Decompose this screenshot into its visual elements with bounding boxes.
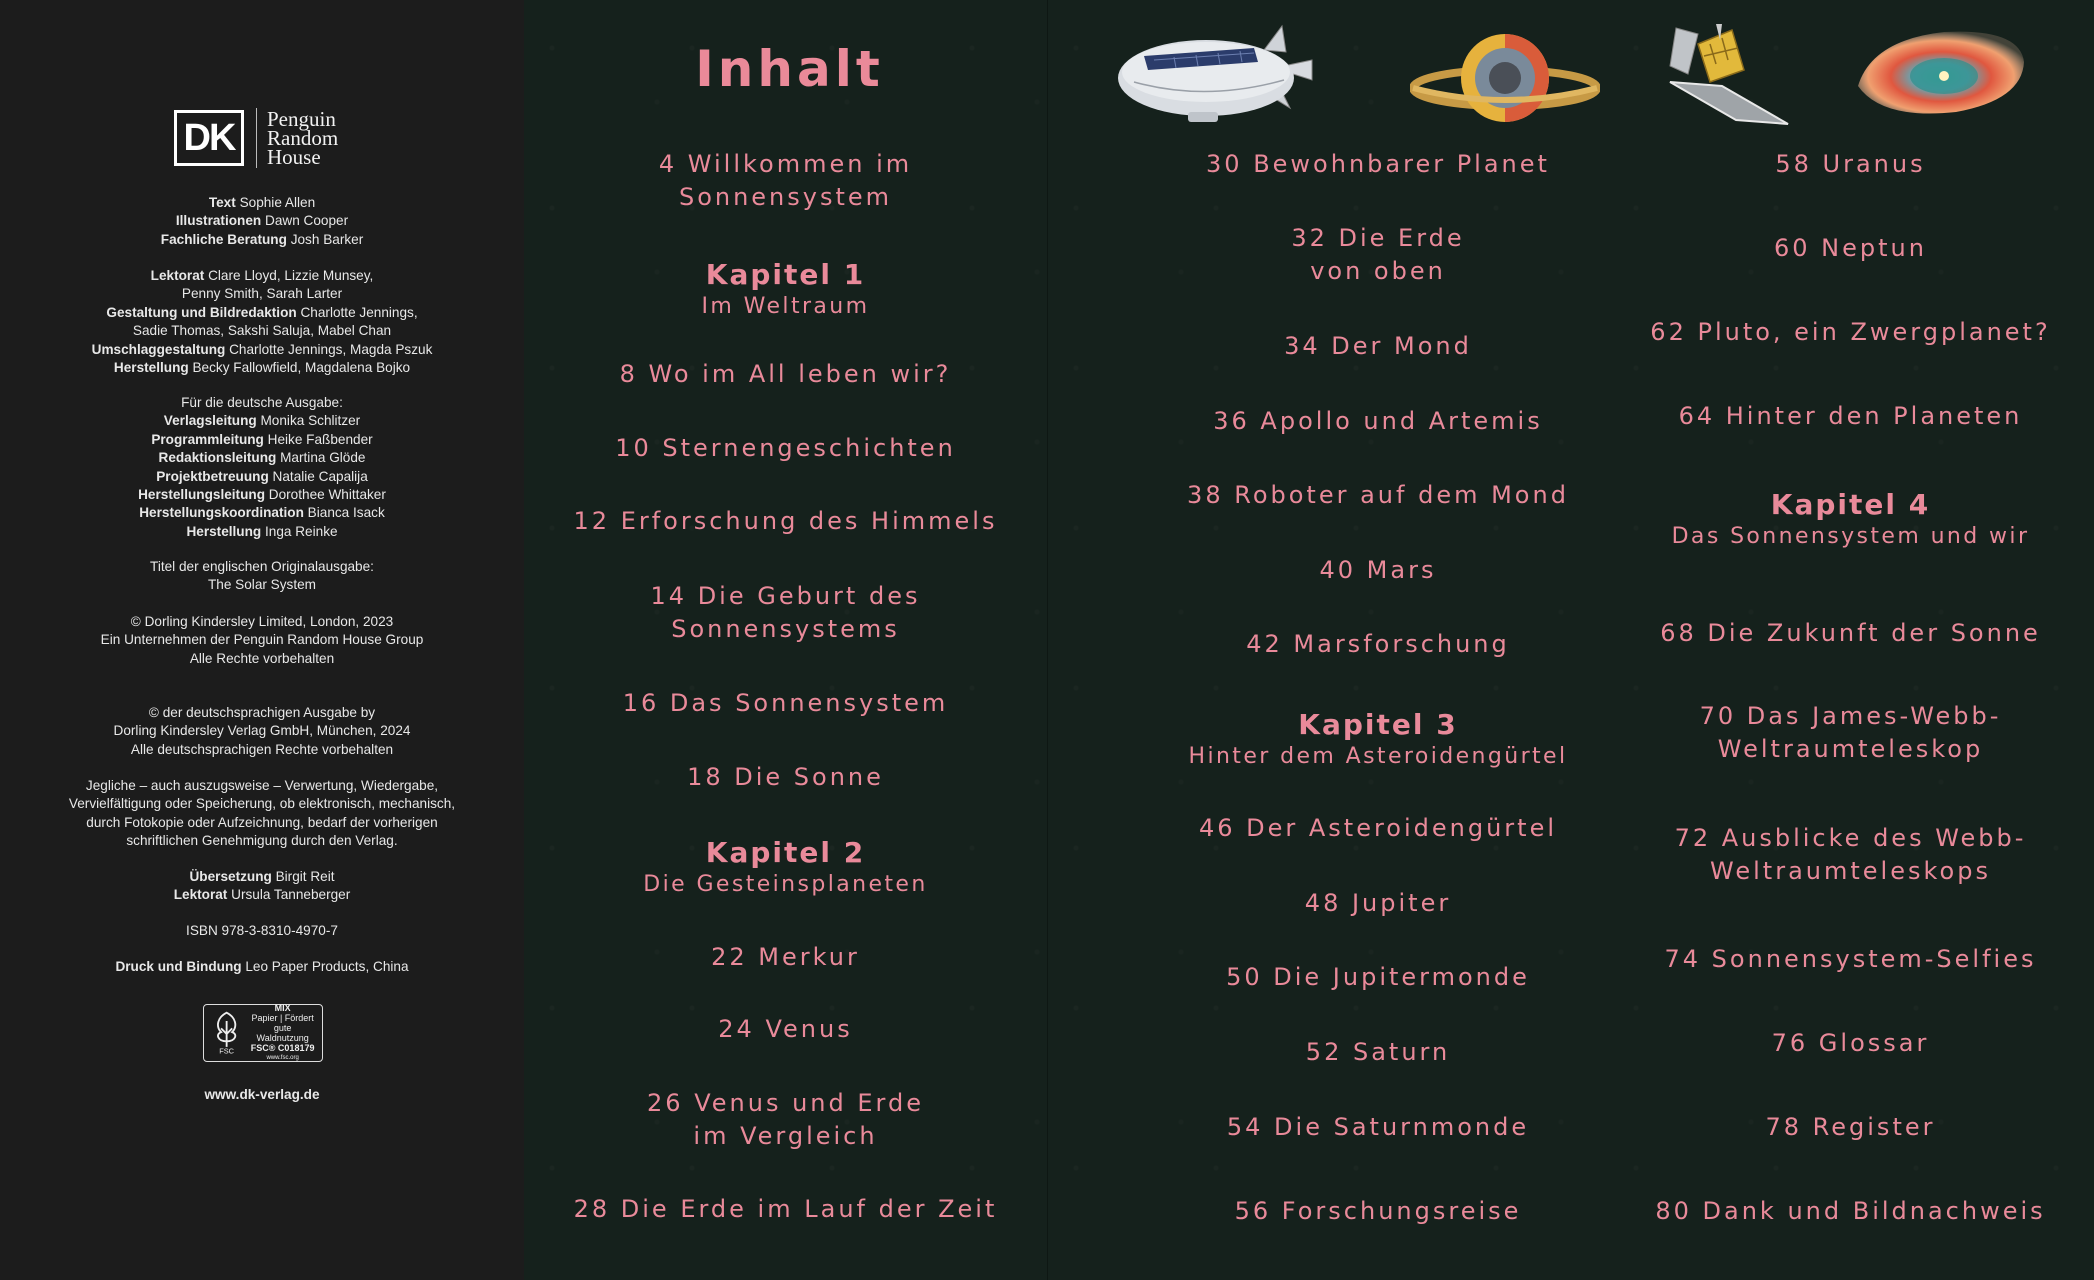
chapter-title: Kapitel 1: [705, 258, 866, 291]
toc-entry-line: 76 Glossar: [1771, 1029, 1930, 1057]
contents-page-left: [524, 0, 1047, 1280]
toc-entry[interactable]: [524, 761, 1047, 794]
imprint-line: [0, 886, 524, 904]
imprint-line: [0, 212, 524, 230]
editorial-block: [0, 267, 524, 377]
imprint-names: Birgit Reit: [275, 869, 335, 884]
toc-entry-line: Sonnensystems: [671, 615, 900, 643]
toc-entry[interactable]: [524, 941, 1047, 974]
toc-entry-line: 32 Die Erde: [1291, 224, 1465, 252]
toc-entry-line: 30 Bewohnbarer Planet: [1206, 150, 1550, 178]
toc-entry-line: 28 Die Erde im Lauf der Zeit: [573, 1195, 998, 1223]
contents-heading: Inhalt: [695, 40, 884, 98]
chapter-title: Kapitel 3: [1298, 708, 1458, 741]
imprint-names: Dorothee Whittaker: [268, 487, 386, 503]
imprint-names: Heike Faßbender: [267, 431, 373, 447]
credits-block: [0, 194, 524, 249]
fsc-tree-icon: [210, 1008, 243, 1058]
toc-entry-line: 4 Willkommen im: [658, 150, 913, 178]
toc-entry[interactable]: [1048, 222, 1708, 288]
imprint-line: [0, 341, 524, 359]
toc-entry[interactable]: [1048, 405, 1708, 438]
imprint-line: [0, 486, 524, 504]
toc-entry-line: 16 Das Sonnensystem: [622, 689, 949, 717]
toc-entry-line: 56 Forschungsreise: [1234, 1197, 1522, 1225]
imprint-role: Übersetzung: [189, 869, 272, 884]
imprint-line: Dorling Kindersley Verlag GmbH, München, 2024: [113, 723, 411, 739]
toc-entry-line: 40 Mars: [1319, 556, 1437, 584]
german-edition-heading: Für die deutsche Ausgabe:: [181, 395, 343, 410]
chapter-heading[interactable]: [524, 836, 1047, 900]
toc-entry[interactable]: [1048, 148, 1708, 181]
toc-entry-line: 72 Ausblicke des Webb-: [1674, 824, 2027, 852]
toc-entry-line: 38 Roboter auf dem Mond: [1187, 481, 1569, 509]
fsc-line1: Papier | Fördert: [251, 1013, 314, 1023]
chapter-heading[interactable]: [524, 258, 1047, 322]
toc-entry-line: 68 Die Zukunft der Sonne: [1660, 619, 2041, 647]
imprint-line: [0, 194, 524, 212]
imprint-names: Monika Schlitzer: [260, 413, 361, 429]
toc-entry[interactable]: [524, 148, 1047, 214]
toc-entry-line: 42 Marsforschung: [1246, 630, 1510, 658]
toc-entry-line: im Vergleich: [693, 1122, 878, 1150]
chapter-subtitle: Die Gesteinsplaneten: [643, 872, 928, 897]
toc-entry[interactable]: [1628, 1027, 2073, 1060]
chapter-subtitle: Im Weltraum: [701, 294, 870, 319]
imprint-page: [0, 0, 524, 1280]
toc-entry-line: 62 Pluto, ein Zwergplanet?: [1650, 318, 2051, 346]
print-credit: [0, 958, 524, 976]
imprint-line: © Dorling Kindersley Limited, London, 2023: [130, 614, 394, 629]
toc-entry-line: 12 Erforschung des Himmels: [573, 507, 998, 535]
toc-entry-line: 36 Apollo und Artemis: [1213, 407, 1543, 435]
imprint-names: Natalie Capalija: [272, 468, 368, 484]
translation-block: [0, 868, 524, 905]
toc-entry[interactable]: [1048, 1195, 1708, 1228]
toc-entry[interactable]: [1048, 330, 1708, 363]
toc-entry[interactable]: [1628, 1111, 2073, 1144]
imprint-names: Sophie Allen: [239, 195, 316, 210]
imprint-line: Alle Rechte vorbehalten: [189, 650, 335, 666]
imprint-names: Charlotte Jennings,: [300, 304, 418, 320]
imprint-line: [0, 431, 524, 449]
imprint-line: durch Fotokopie oder Aufzeichnung, bedarf der vorherigen: [86, 814, 438, 830]
imprint-line: [0, 958, 524, 976]
imprint-names: Becky Fallowfield, Magdalena Bojko: [192, 360, 411, 376]
toc-entry-line: Weltraumteleskop: [1717, 735, 1984, 763]
imprint-line: Alle deutschsprachigen Rechte vorbehalten: [130, 741, 394, 757]
toc-entry[interactable]: [1628, 617, 2073, 650]
saturn-illustration: [1410, 30, 1600, 130]
imprint-role: Gestaltung und Bildredaktion: [106, 304, 297, 320]
nebula-illustration: [1852, 22, 2028, 122]
fsc-code: FSC® C018179: [250, 1043, 315, 1053]
imprint-role: Lektorat: [150, 268, 205, 283]
imprint-role: Herstellungsleitung: [138, 487, 265, 503]
chapter-heading[interactable]: [1628, 488, 2073, 552]
imprint-names: Inga Reinke: [265, 523, 338, 539]
imprint-line: Vervielfältigung oder Speicherung, ob elektronisch, mechanisch,: [68, 796, 456, 812]
chapter-heading[interactable]: [1048, 708, 1708, 772]
imprint-line: The Solar System: [207, 577, 317, 593]
imprint-line: [0, 412, 524, 430]
imprint-line: [0, 449, 524, 467]
imprint-role: Verlagsleitung: [163, 413, 257, 429]
toc-entry-line: von oben: [1310, 257, 1446, 285]
imprint-line: Titel der englischen Originalausgabe:: [150, 559, 374, 574]
imprint-line: Ein Unternehmen der Penguin Random House Group: [100, 632, 424, 648]
imprint-line: [0, 267, 524, 285]
toc-entry-line: Sonnensystem: [678, 183, 893, 211]
toc-entry-line: 64 Hinter den Planeten: [1678, 402, 2023, 430]
toc-entry-line: 18 Die Sonne: [687, 763, 884, 791]
airship-illustration: [1114, 22, 1320, 132]
svg-text:FSC: FSC: [219, 1046, 235, 1056]
contents-page-right: [1047, 0, 2094, 1280]
toc-entry-line: 74 Sonnensystem-Selfies: [1664, 945, 2037, 973]
imprint-role: Text: [208, 195, 236, 210]
toc-entry[interactable]: [524, 1087, 1047, 1153]
toc-entry-line: 80 Dank und Bildnachweis: [1655, 1197, 2046, 1225]
copyright-en-block: [0, 613, 524, 668]
imprint-role: Herstellungskoordination: [139, 505, 304, 521]
toc-entry[interactable]: [1048, 887, 1708, 920]
toc-entry[interactable]: [1628, 822, 2073, 888]
imprint-line: [0, 523, 524, 541]
imprint-line: [0, 231, 524, 249]
imprint-role: Umschlaggestaltung: [91, 341, 226, 357]
toc-entry[interactable]: [1628, 148, 2073, 181]
chapter-title: Kapitel 2: [705, 836, 866, 869]
toc-entry[interactable]: [1048, 479, 1708, 512]
imprint-line: [0, 285, 524, 303]
imprint-role: Illustrationen: [175, 213, 262, 229]
toc-entry-line: 22 Merkur: [711, 943, 860, 971]
toc-entry-line: 10 Sternengeschichten: [615, 434, 956, 462]
toc-entry-line: 46 Der Asteroidengürtel: [1198, 814, 1558, 842]
fsc-site: www.fsc.org: [266, 1055, 299, 1061]
fsc-text: [249, 1003, 316, 1063]
rights-block: [0, 777, 524, 851]
toc-entry[interactable]: [524, 1193, 1047, 1226]
logo-divider: [256, 108, 257, 168]
isbn: ISBN 978-3-8310-4970-7: [186, 923, 338, 938]
toc-entry[interactable]: [1628, 232, 2073, 265]
toc-entry-line: 54 Die Saturnmonde: [1226, 1113, 1530, 1141]
fsc-mix: MIX: [274, 1003, 291, 1013]
german-edition-block: [0, 394, 524, 541]
original-title-block: [0, 558, 524, 595]
publisher-url[interactable]: www.dk-verlag.de: [204, 1087, 320, 1102]
james-webb-telescope-illustration: [1662, 20, 1800, 132]
toc-entry[interactable]: [1628, 943, 2073, 976]
toc-entry[interactable]: [1628, 400, 2073, 433]
toc-entry[interactable]: [524, 687, 1047, 720]
copyright-de-block: [0, 704, 524, 759]
imprint-names: Dawn Cooper: [265, 213, 349, 229]
toc-entry[interactable]: [1048, 1111, 1708, 1144]
toc-entry[interactable]: [1628, 1195, 2073, 1228]
fsc-line2: gute Waldnutzung: [256, 1023, 309, 1043]
toc-entry[interactable]: [1048, 628, 1708, 661]
imprint-names: Bianca Isack: [307, 505, 385, 521]
publisher-logo: [174, 108, 338, 168]
imprint-line: [0, 359, 524, 377]
imprint-line: [0, 304, 524, 322]
toc-entry-line: 52 Saturn: [1305, 1038, 1451, 1066]
imprint-names: Josh Barker: [290, 231, 364, 247]
toc-entry[interactable]: [1048, 554, 1708, 587]
imprint-role: Fachliche Beratung: [160, 231, 287, 247]
toc-entry[interactable]: [524, 505, 1047, 538]
prh-wordmark: [267, 106, 339, 169]
toc-entry-line: Weltraumteleskops: [1710, 857, 1991, 885]
chapter-subtitle: Hinter dem Asteroidengürtel: [1188, 744, 1568, 769]
dk-logo-mark: DK: [174, 110, 244, 166]
toc-entry-line: 60 Neptun: [1774, 234, 1927, 262]
imprint-names: Penny Smith, Sarah Larter: [181, 286, 343, 302]
imprint-line: [0, 322, 524, 340]
prh-line: Penguin: [267, 106, 336, 131]
imprint-line: [0, 468, 524, 486]
imprint-role: Projektbetreuung: [156, 468, 269, 484]
toc-entry-line: 34 Der Mond: [1284, 332, 1472, 360]
imprint-line: [0, 868, 524, 886]
toc-entry[interactable]: [1628, 316, 2073, 349]
imprint-role: Redaktionsleitung: [158, 450, 277, 466]
toc-entry[interactable]: [524, 432, 1047, 465]
toc-entry-line: 78 Register: [1765, 1113, 1936, 1141]
imprint-role: Druck und Bindung: [115, 959, 242, 974]
toc-entry-line: 14 Die Geburt des: [650, 582, 921, 610]
imprint-names: Martina Glöde: [280, 450, 366, 466]
imprint-names: Charlotte Jennings, Magda Pszuk: [229, 341, 433, 357]
imprint-role: Lektorat: [173, 887, 228, 903]
imprint-names: Leo Paper Products, China: [245, 959, 409, 974]
imprint-line: Jegliche – auch auszugsweise – Verwertung, Wiedergabe,: [85, 778, 439, 793]
toc-entry-line: 24 Venus: [718, 1015, 853, 1043]
imprint-role: Herstellung: [186, 523, 262, 539]
toc-entry[interactable]: [524, 358, 1047, 391]
imprint-names: Clare Lloyd, Lizzie Munsey,: [208, 268, 374, 283]
toc-entry-line: 48 Jupiter: [1304, 889, 1452, 917]
toc-entry[interactable]: [1048, 812, 1708, 845]
prh-line: Random: [267, 125, 339, 150]
toc-entry-line: 8 Wo im All leben wir?: [619, 360, 952, 388]
toc-entry[interactable]: [1048, 961, 1708, 994]
toc-entry[interactable]: [524, 580, 1047, 646]
fsc-badge: [203, 1004, 323, 1062]
imprint-role: Programmleitung: [151, 431, 264, 447]
imprint-line: schriftlichen Genehmigung durch den Verlag.: [126, 833, 398, 849]
toc-entry[interactable]: [1628, 700, 2073, 766]
chapter-subtitle: Das Sonnensystem und wir: [1671, 524, 2030, 549]
toc-entry-line: 26 Venus und Erde: [647, 1089, 924, 1117]
toc-entry[interactable]: [1048, 1036, 1708, 1069]
prh-line: House: [267, 144, 321, 169]
imprint-names: Ursula Tanneberger: [231, 887, 351, 903]
chapter-title: Kapitel 4: [1770, 488, 1931, 521]
toc-entry-line: 50 Die Jupitermonde: [1226, 963, 1530, 991]
imprint-line: [0, 504, 524, 522]
toc-entry[interactable]: [524, 1013, 1047, 1046]
imprint-line: © der deutschsprachigen Ausgabe by: [148, 705, 376, 720]
imprint-names: Sadie Thomas, Sakshi Saluja, Mabel Chan: [132, 323, 392, 339]
imprint-role: Herstellung: [113, 360, 189, 376]
toc-entry-line: 70 Das James-Webb-: [1699, 702, 2002, 730]
toc-entry-line: 58 Uranus: [1775, 150, 1926, 178]
